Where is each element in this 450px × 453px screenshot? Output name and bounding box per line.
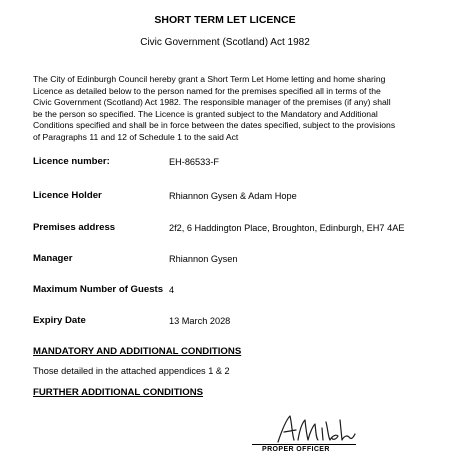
signature-line: [252, 444, 356, 445]
further-conditions-heading: FURTHER ADDITIONAL CONDITIONS: [33, 387, 204, 398]
licence-holder-label: Licence Holder: [33, 190, 102, 201]
mandatory-conditions-heading: MANDATORY AND ADDITIONAL CONDITIONS: [33, 346, 242, 357]
manager-label: Manager: [33, 253, 73, 264]
document-title: SHORT TERM LET LICENCE: [154, 14, 296, 26]
expiry-date-label: Expiry Date: [33, 315, 86, 326]
intro-paragraph: [33, 74, 433, 144]
signature-caption: PROPER OFFICER: [262, 446, 330, 453]
max-guests-value: 4: [169, 285, 175, 295]
expiry-date-value: 13 March 2028: [169, 316, 231, 326]
intro-line: Licence as detailed below to the person named for the premises specified all in terms of the: [33, 85, 381, 96]
intro-line: The City of Edinburgh Council hereby grant a Short Term Let Home letting and home sharing: [33, 74, 386, 84]
premises-address-value: 2f2, 6 Haddington Place, Broughton, Edinburgh, EH7 4AE: [169, 223, 405, 233]
mandatory-conditions-text: Those detailed in the attached appendices 1 & 2: [33, 366, 230, 376]
manager-value: Rhiannon Gysen: [169, 254, 238, 264]
max-guests-label: Maximum Number of Guests: [33, 284, 164, 295]
document-subtitle: Civic Government (Scotland) Act 1982: [140, 37, 310, 48]
intro-line: Civic Government (Scotland) Act 1982. The responsible manager of the premises (if any) shall: [33, 97, 391, 108]
licence-number-value: EH-86533-F: [169, 157, 220, 167]
intro-line: Conditions specified and shall be in force between the dates specified, subject to the provisions: [33, 120, 396, 131]
intro-line: of Paragraphs 11 and 12 of Schedule 1 to the said Act: [33, 131, 239, 142]
intro-line: be the person so specified. The Licence is granted subject to the Mandatory and Additional: [33, 108, 378, 119]
licence-holder-value: Rhiannon Gysen & Adam Hope: [169, 191, 297, 201]
premises-address-label: Premises address: [33, 222, 116, 233]
licence-number-label: Licence number:: [33, 156, 110, 167]
